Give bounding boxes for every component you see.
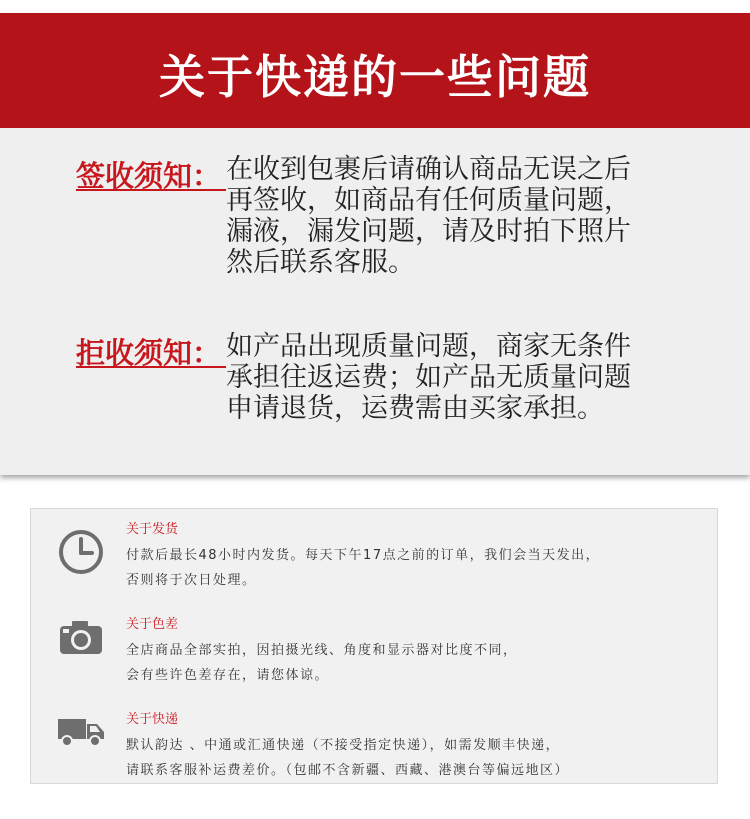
color-diff-info-row [31, 603, 717, 693]
express-info-row [31, 698, 717, 788]
title-banner [0, 13, 750, 128]
truck-icon [53, 706, 109, 756]
sign-notice-underline [76, 189, 226, 191]
notice-panel [0, 13, 750, 475]
sign-notice-label: 签收须知： [76, 159, 222, 193]
express-title: 关于快递 [126, 712, 179, 727]
banner-title: 关于快递的一些问题 [159, 49, 591, 104]
reject-notice-label: 拒收须知： [76, 336, 222, 370]
reject-notice-underline [76, 366, 226, 368]
reject-notice-line: 如产品出现质量问题，商家无条件 [226, 331, 631, 362]
reject-notice-text [226, 331, 706, 424]
sign-notice-line: 漏液，漏发问题，请及时拍下照片 [226, 216, 631, 247]
shipping-info-row [31, 509, 717, 599]
info-panel [30, 508, 718, 784]
reject-notice-line: 申请退货，运费需由买家承担。 [226, 393, 604, 424]
sign-notice-text [226, 154, 706, 278]
shipping-text-line: 付款后最长48小时内发货。每天下午17点之前的订单，我们会当天发出， [126, 548, 601, 563]
reject-notice-line: 承担往返运费；如产品无质量问题 [226, 362, 631, 393]
express-text-line: 默认韵达 、中通或汇通快递（不接受指定快递），如需发顺丰快递， [126, 738, 561, 753]
sign-notice-line: 然后联系客服。 [226, 247, 415, 278]
color-diff-text-line: 会有些许色差存在，请您体谅。 [126, 668, 330, 683]
sign-notice-line: 在收到包裹后请确认商品无误之后 [226, 154, 631, 185]
color-diff-text-line: 全店商品全部实拍，因拍摄光线、角度和显示器对比度不同， [126, 643, 518, 658]
camera-icon [53, 613, 109, 663]
color-diff-title: 关于色差 [126, 617, 179, 632]
sign-notice-line: 再签收，如商品有任何质量问题， [226, 185, 631, 216]
shipping-text-line: 否则将于次日处理。 [126, 573, 257, 588]
shipping-title: 关于发货 [126, 522, 179, 537]
clock-icon [53, 527, 109, 577]
express-text-line: 请联系客服补运费差价。（包邮不含新疆、西藏、港澳台等偏远地区） [126, 763, 570, 778]
